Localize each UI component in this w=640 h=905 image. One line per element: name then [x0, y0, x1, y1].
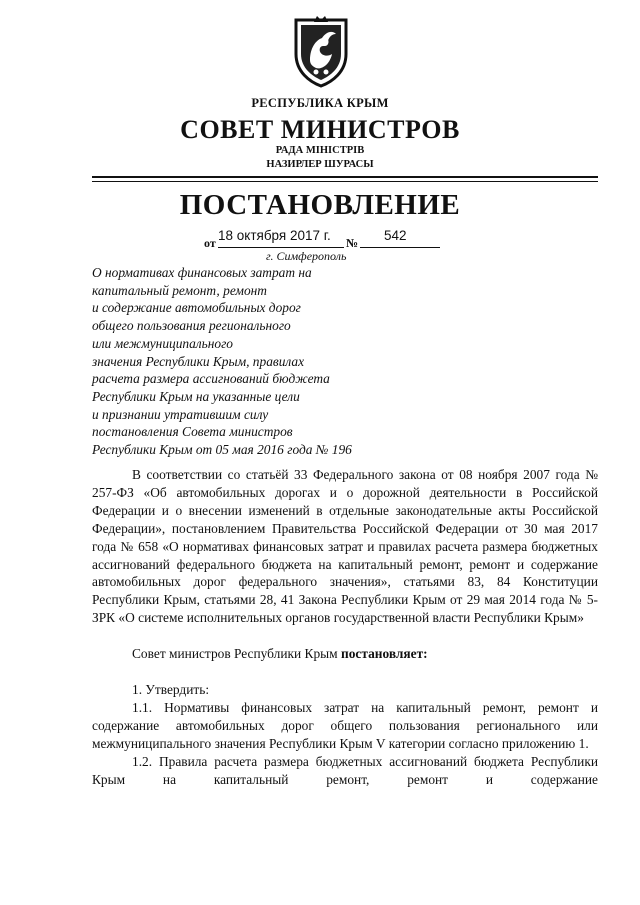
document-type-title: ПОСТАНОВЛЕНИЕ: [179, 189, 461, 221]
item-1-1: 1.1. Нормативы финансовых затрат на капитальный ремонт, ремонт и содержание автомобильных дорог общего пользования регионального или межмуниципального значения Республики Крым V категории согласно приложению 1.: [92, 699, 598, 751]
resolves-keyword: постановляет:: [340, 646, 428, 662]
item-1-2: 1.2. Правила расчета размера бюджетных ассигнований бюджета Республики Крым на капитальный ремонт, ремонт и содержание: [92, 753, 598, 787]
city-name: г. Симферополь: [266, 249, 347, 263]
document-number: 542: [384, 228, 407, 243]
item-1: 1. Утвердить:: [132, 682, 210, 698]
resolves-paragraph: [92, 645, 598, 663]
subject-line: Республики Крым от 05 мая 2016 года № 196: [92, 442, 352, 458]
subject-line: постановления Совета министров: [92, 424, 293, 440]
header-divider-thick: [92, 176, 598, 178]
subject-line: или межмуниципального: [92, 335, 233, 351]
republic-name: РЕСПУБЛИКА КРЫМ: [251, 96, 389, 110]
council-name-ukrainian: РАДА МІНІСТРІВ: [275, 145, 365, 156]
number-underline: [360, 247, 440, 248]
council-name-crimean-tatar: НАЗИРЛЕР ШУРАСЫ: [266, 159, 374, 170]
resolution-subject: [92, 264, 412, 459]
subject-line: и признании утратившим силу: [92, 406, 269, 422]
subject-line: расчета размера ассигнований бюджета: [92, 371, 330, 387]
document-date: 18 октября 2017 г.: [218, 228, 331, 243]
date-underline: [218, 247, 344, 248]
subject-line: и содержание автомобильных дорог: [92, 300, 301, 316]
header-divider-thin: [92, 181, 598, 182]
preamble-paragraph: В соответствии со статьёй 33 Федерального закона от 08 ноября 2007 года № 257-ФЗ «Об автомобильных дорогах и о дорожной деятельности в Российской Федерации и о внесении изменений в отдельные законодательные акты Российской Федерации», постановлением Правительства Российской Федерации от 30 мая 2017 года № 658 «О нормативах финансовых затрат и правилах расчета размера бюджетных ассигнований федерального бюджета на капитальный ремонт, ремонт и содержание автомобильных дорог федерального значения», статьями 83, 84 Конституции Республики Крым, статьями 28, 41 Закона Республики Крым от 29 мая 2014 года № 5-ЗРК «О системе исполнительных органов государственной власти Республики Крым»: [92, 467, 598, 626]
document-body: [92, 466, 598, 789]
date-prefix: от: [204, 236, 216, 250]
date-number-line: [0, 228, 640, 250]
number-prefix: №: [346, 236, 359, 250]
council-name: СОВЕТ МИНИСТРОВ: [180, 115, 460, 144]
resolves-text: Совет министров Республики Крым: [132, 646, 341, 662]
subject-line: О нормативах финансовых затрат на: [92, 265, 312, 280]
subject-line: Республики Крым на указанные цели: [92, 388, 300, 404]
subject-line: капитальный ремонт, ремонт: [92, 282, 267, 298]
subject-line: общего пользования регионального: [92, 318, 291, 334]
coat-of-arms-icon: [292, 14, 350, 88]
subject-line: значения Республики Крым, правилах: [92, 353, 305, 369]
